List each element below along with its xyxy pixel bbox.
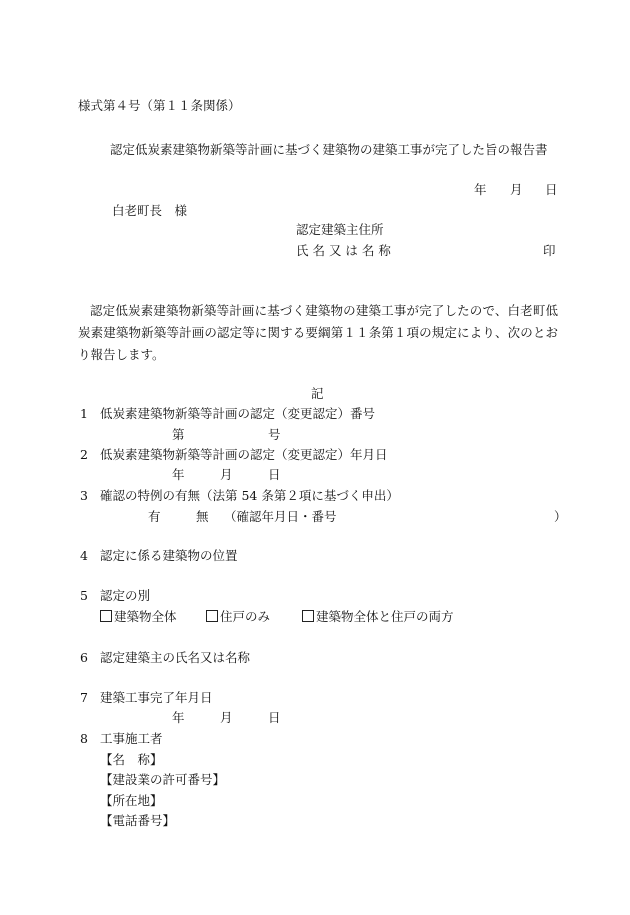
date-day: 日 (545, 182, 558, 197)
seal-mark: 印 (543, 243, 556, 258)
item-3-note-open: （確認年月日・番号 (224, 509, 337, 524)
option-whole-building[interactable] (100, 609, 177, 625)
item-2-day: 日 (268, 467, 281, 482)
item-1-dai: 第 (172, 427, 185, 442)
date-year: 年 (474, 182, 487, 197)
item-7-year: 年 (172, 710, 185, 725)
checkbox-icon (302, 610, 314, 622)
reporter-address-label: 認定建築主住所 (296, 222, 384, 237)
item-2-number: 2 (80, 447, 88, 462)
contractor-phone-field: 【電話番号】 (100, 813, 176, 828)
item-6-label: 認定建築主の氏名又は名称 (100, 650, 251, 665)
date-month: 月 (510, 182, 523, 197)
ki-heading: 記 (311, 386, 324, 401)
document-title: 認定低炭素建築物新築等計画に基づく建築物の建築工事が完了した旨の報告書 (110, 142, 548, 157)
item-1-go: 号 (268, 427, 281, 442)
item-3-label: 確認の特例の有無（法第 54 条第２項に基づく申出） (100, 488, 399, 503)
item-5-label: 認定の別 (100, 588, 151, 603)
option-dwelling-only[interactable] (206, 609, 270, 625)
option-label: 建築物全体 (114, 609, 177, 624)
contractor-name-field: 【名 称】 (100, 752, 163, 767)
option-both[interactable] (302, 609, 454, 625)
item-2-label: 低炭素建築物新築等計画の認定（変更認定）年月日 (100, 447, 388, 462)
option-label: 建築物全体と住戸の両方 (316, 609, 454, 624)
item-5-number: 5 (80, 588, 88, 603)
reporter-name-label: 氏 名 又 は 名 称 (296, 243, 391, 258)
contractor-address-field: 【所在地】 (100, 793, 163, 808)
item-6-number: 6 (80, 650, 88, 665)
item-7-day: 日 (268, 710, 281, 725)
item-3-no: 無 (196, 509, 209, 524)
item-4-number: 4 (80, 548, 88, 563)
addressee: 白老町長 様 (112, 203, 188, 218)
item-8-number: 8 (80, 731, 88, 746)
item-3-note-close: ） (554, 509, 567, 524)
contractor-license-field: 【建設業の許可番号】 (100, 772, 226, 787)
item-1-label: 低炭素建築物新築等計画の認定（変更認定）番号 (100, 406, 376, 421)
item-7-month: 月 (220, 710, 233, 725)
item-8-label: 工事施工者 (100, 731, 163, 746)
item-7-number: 7 (80, 690, 88, 705)
option-label: 住戸のみ (220, 609, 271, 624)
checkbox-icon (206, 610, 218, 622)
item-2-year: 年 (172, 467, 185, 482)
item-3-yes: 有 (148, 509, 161, 524)
checkbox-icon (100, 610, 112, 622)
form-number: 様式第４号（第１１条関係） (78, 98, 241, 113)
item-1-number: 1 (80, 406, 88, 421)
item-3-number: 3 (80, 488, 88, 503)
item-2-month: 月 (220, 467, 233, 482)
item-4-label: 認定に係る建築物の位置 (100, 548, 238, 563)
body-paragraph: 認定低炭素建築物新築等計画に基づく建築物の建築工事が完了したので、白老町低炭素建築物新築等計画の認定等に関する要綱第１１条第１項の規定により、次のとおり報告します。 (78, 303, 558, 362)
item-7-label: 建築工事完了年月日 (100, 690, 213, 705)
